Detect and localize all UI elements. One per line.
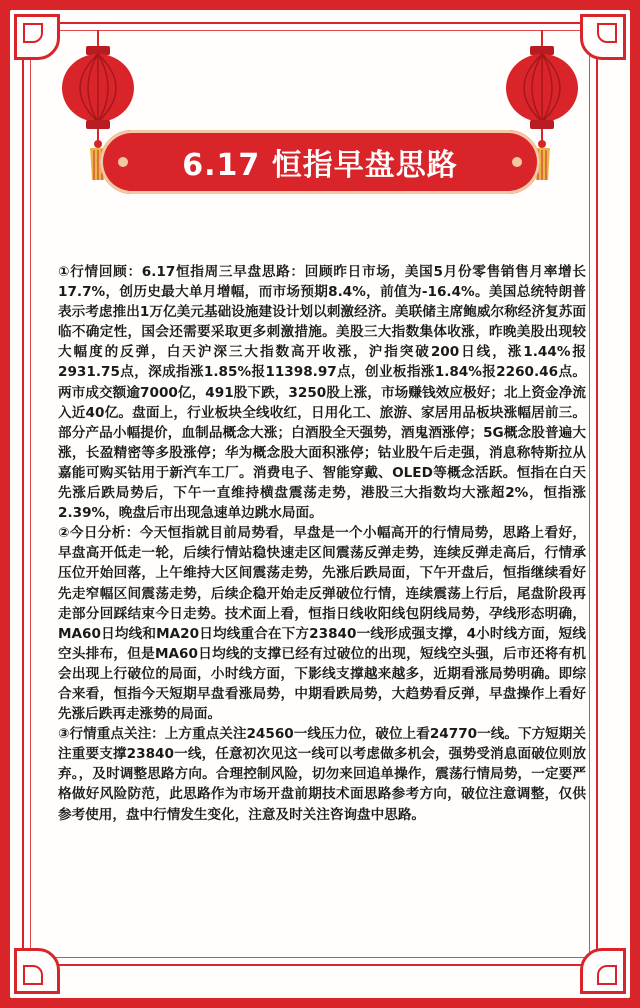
corner-ornament-top-left bbox=[14, 14, 60, 60]
paragraph-market-review: ①行情回顾：6.17恒指周三早盘思路：回顾昨日市场，美国5月份零售销售月率增长17.7%，创历史最大单月增幅，而市场预期8.4%，前值为-16.4%。美国总统特朗普表示考虑推出1万亿美元基础设施建设计划以刺激经济。美联储主席鲍威尔称经济复苏面临不确定性，国会还需要采取更多刺激措施。美股三大指数集体收涨，昨晚美股出现较大幅度的反弹，白天沪深三大指数高开收涨，沪指突破200日线，涨1.44%报2931.75点，深成指涨1.85%报11398.97点，创业板指涨1.84%报2260.46点。两市成交额逾7000亿，491股下跌，3250股上涨，市场赚钱效应极好；北上资金净流入近40亿。盘面上，行业板块全线收红，日用化工、旅游、家居用品板块涨幅居前三。部分产品小幅提价，血制品概念大涨；白酒股全天强势，酒鬼酒涨停；5G概念股普遍大涨，长盈精密等多股涨停；华为概念股大面积涨停；钴业股午后走强，消息称特斯拉从嘉能可购买钴用于新汽车工厂。消费电子、智能穿戴、OLED等概念活跃。恒指在白天先涨后跌局势后，下午一直维持横盘震荡走势，港股三大指数均大涨超2%，恒指涨2.39%，晚盘后市出现急速单边跳水局面。 bbox=[58, 264, 586, 522]
corner-ornament-bottom-right bbox=[580, 948, 626, 994]
paragraph-key-levels: ③行情重点关注：上方重点关注24560一线压力位，破位上看24770一线。下方短期关注重要支撑23840一线，任意初次见这一线可以考虑做多机会，强势受消息面破位则放弃。，及时调整思路方向。合理控制风险，切勿来回追单操作，震荡行情局势，一定要严格做好风险防范，此思路作为市场开盘前期技术面思路参考方向，破位注意调整，仅供参考使用，盘中行情发生变化，注意及时关注咨询盘中思路。 bbox=[58, 726, 586, 823]
corner-ornament-bottom-left bbox=[14, 948, 60, 994]
title-banner bbox=[100, 130, 540, 194]
page-title: 6.17 恒指早盘思路 bbox=[182, 148, 458, 183]
corner-ornament-top-right bbox=[580, 14, 626, 60]
article-body bbox=[58, 262, 586, 825]
paragraph-today-analysis: ②今日分析：今天恒指就目前局势看，早盘是一个小幅高开的行情局势，思路上看好，早盘高开低走一轮，后续行情站稳快速走区间震荡反弹走势，连续反弹走高后，行情承压位开始回落，上午维持大区间震荡走势，先涨后跌局面，下午开盘后，恒指继续看好先走窄幅区间震荡走势，后续企稳开始走反弹破位行情，连续震荡上行后，尾盘阶段再走部分回踩结束今日走势。技术面上看，恒指日线收阳线包阴线局势，孕线形态明确，MA60日均线和MA20日均线重合在下方23840一线形成强支撑，4小时线方面，短线空头排布，但是MA60日均线的支撑已经有过破位的出现，短线空头强，后市还将有机会出现上行破位的局面，小时线方面，下影线支撑越来越多，近期看涨局势明确。即综合来看，恒指今天短期早盘看涨局势，中期看跌局势，大趋势看反弹，早盘操作上看好先涨后跌再走涨势的局面。 bbox=[58, 525, 586, 723]
